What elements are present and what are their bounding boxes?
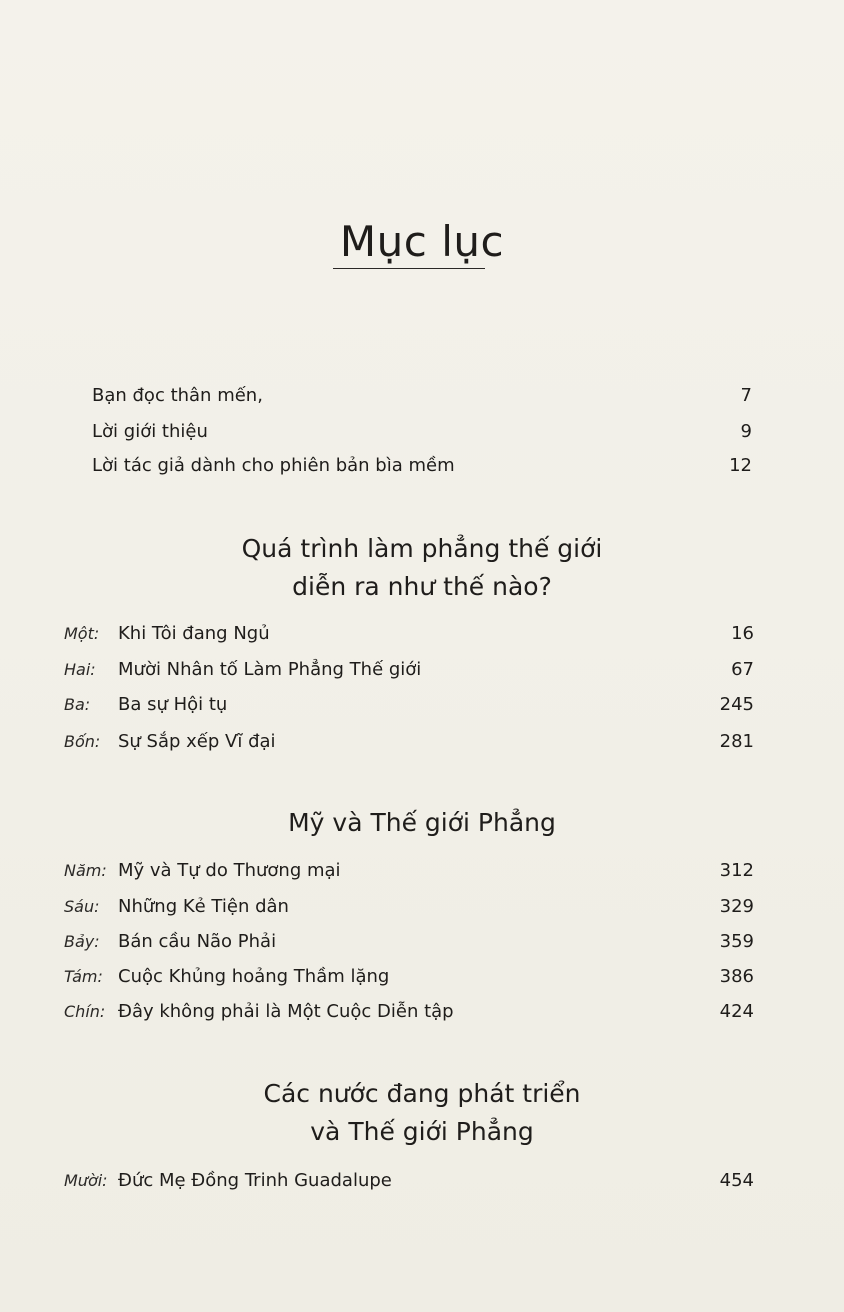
toc-entry-text: Sự Sắp xếp Vĩ đại — [118, 731, 276, 752]
part-title: diễn ra như thế nào? — [292, 572, 552, 601]
toc-entry[interactable] — [64, 997, 754, 1027]
toc-entry-page: 9 — [740, 421, 752, 442]
chapter-label: Ba: — [64, 695, 91, 714]
page-title: Mục lục — [339, 217, 505, 266]
toc-entry-page: 454 — [719, 1170, 754, 1191]
toc-entry[interactable] — [64, 655, 754, 685]
toc-entry-page: 7 — [740, 385, 752, 406]
toc-entry-text: Bán cầu Não Phải — [118, 931, 277, 952]
toc-entry[interactable] — [64, 927, 754, 957]
toc-entry[interactable] — [64, 727, 754, 757]
toc-entry[interactable] — [64, 619, 754, 649]
chapter-label: Hai: — [64, 660, 96, 679]
toc-entry-text: Những Kẻ Tiện dân — [118, 896, 289, 917]
toc-entry-text: Khi Tôi đang Ngủ — [118, 623, 270, 644]
toc-entry-text: Ba sự Hội tụ — [118, 694, 228, 715]
part-title: Các nước đang phát triển — [263, 1079, 581, 1108]
chapter-label: Bảy: — [64, 932, 100, 951]
chapter-label: Sáu: — [64, 897, 100, 916]
toc-entry-text: Đây không phải là Một Cuộc Diễn tập — [118, 1001, 454, 1022]
toc-entry[interactable] — [64, 856, 754, 886]
toc-entry[interactable] — [64, 962, 754, 992]
toc-entry-page: 424 — [719, 1001, 754, 1022]
toc-entry-text: Mười Nhân tố Làm Phẳng Thế giới — [118, 659, 422, 680]
toc-entry-page: 359 — [719, 931, 754, 952]
chapter-label: Tám: — [64, 967, 103, 986]
chapter-label: Năm: — [64, 861, 107, 880]
title-underline — [333, 268, 485, 269]
toc-entry-text: Lời giới thiệu — [92, 421, 208, 442]
toc-entry[interactable] — [92, 451, 752, 481]
toc-entry-page: 281 — [719, 731, 754, 752]
toc-entry[interactable] — [92, 381, 752, 411]
chapter-label: Một: — [64, 624, 100, 643]
toc-entry[interactable] — [64, 892, 754, 922]
toc-entry-page: 16 — [731, 623, 754, 644]
part-title: và Thế giới Phẳng — [310, 1117, 534, 1146]
chapter-label: Chín: — [64, 1002, 106, 1021]
toc-entry-page: 12 — [729, 455, 752, 476]
toc-entry[interactable] — [92, 417, 752, 447]
toc-entry[interactable] — [64, 690, 754, 720]
toc-entry-text: Cuộc Khủng hoảng Thầm lặng — [118, 966, 390, 987]
toc-entry-page: 67 — [731, 659, 754, 680]
toc-entry-page: 329 — [719, 896, 754, 917]
toc-entry-page: 386 — [719, 966, 754, 987]
toc-entry-text: Mỹ và Tự do Thương mại — [118, 860, 341, 881]
toc-entry-text: Bạn đọc thân mến, — [92, 385, 263, 406]
toc-entry[interactable] — [64, 1166, 754, 1196]
toc-entry-text: Lời tác giả dành cho phiên bản bìa mềm — [92, 455, 455, 476]
toc-entry-page: 312 — [719, 860, 754, 881]
part-title: Quá trình làm phẳng thế giới — [241, 534, 603, 563]
toc-entry-text: Đức Mẹ Đồng Trinh Guadalupe — [118, 1170, 392, 1191]
part-title: Mỹ và Thế giới Phẳng — [288, 808, 556, 837]
chapter-label: Bốn: — [64, 732, 101, 751]
toc-entry-page: 245 — [719, 694, 754, 715]
chapter-label: Mười: — [64, 1171, 108, 1190]
